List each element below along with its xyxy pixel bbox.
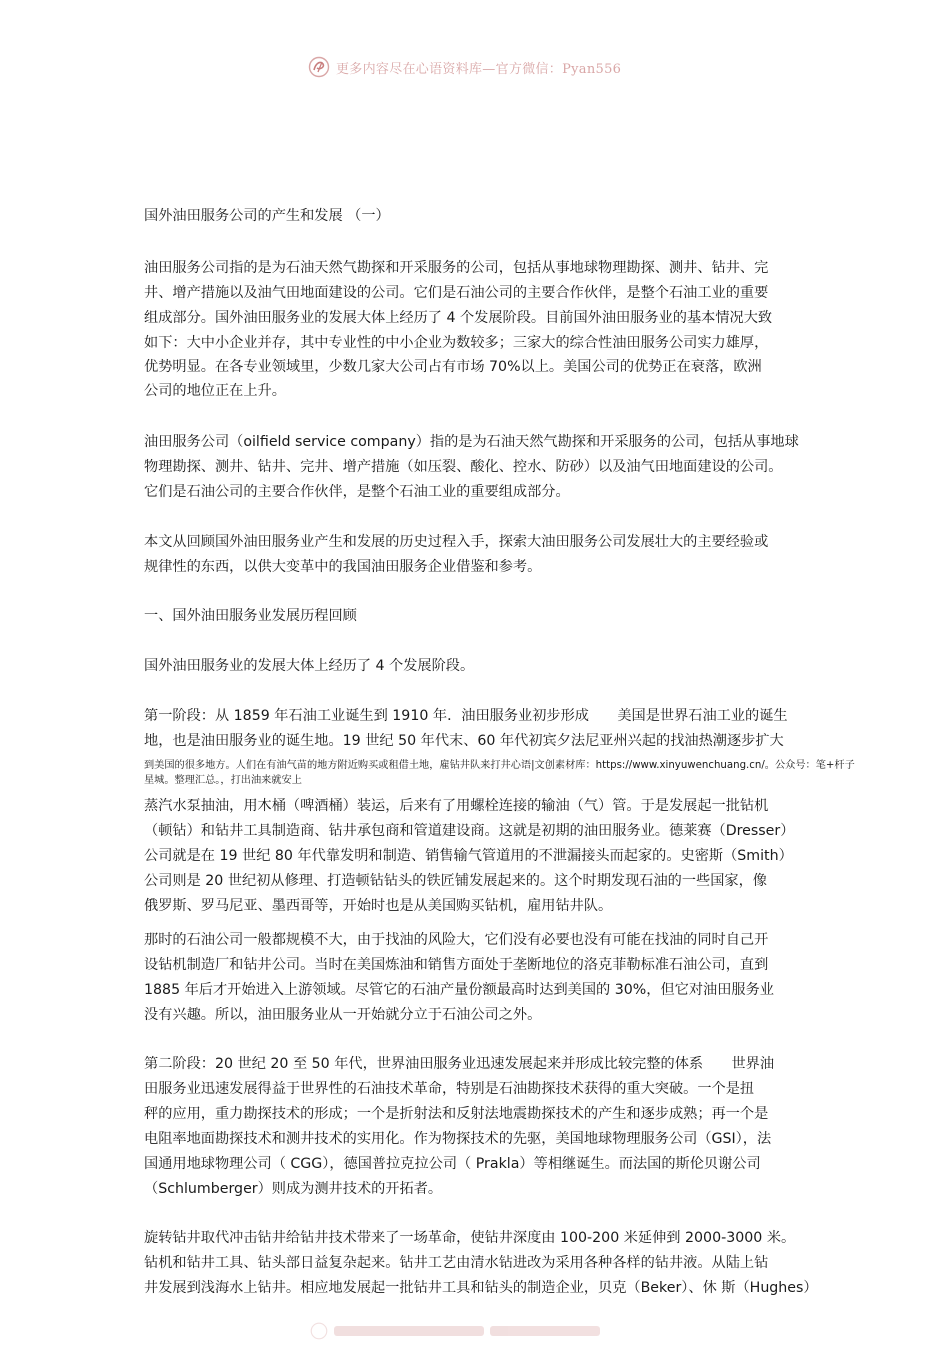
paragraph-line: 油田服务公司指的是为石油天然气勘探和开采服务的公司，包括从事地球物理勘探、测井、钻井、完: [144, 260, 769, 276]
faded-text-bar: [490, 1326, 600, 1336]
paragraph-line: （顿钻）和钻井工具制造商、钻井承包商和管道建设商。这就是初期的油田服务业。德莱赛（Dresser）: [144, 823, 795, 839]
paragraph-line: 如下：大中小企业并存，其中专业性的中小企业为数较多；三家大的综合性油田服务公司实力雄厚，: [144, 335, 769, 351]
paragraph-line: 1885 年后才开始进入上游领域。尽管它的石油产量份额最高时达到美国的 30%，但它对油田服务业: [144, 982, 774, 998]
faded-watermark-footer: [310, 1320, 640, 1342]
paragraph-line: 公司则是 20 世纪初从修理、打造顿钻钻头的铁匠铺发展起来的。这个时期发现石油的一些国家，像: [144, 873, 767, 889]
paragraph-line: 公司的地位正在上升。: [144, 383, 286, 399]
paragraph-line: 秤的应用，重力勘探技术的形成；一个是折射法和反射法地震勘探技术的产生和逐步成熟；再一个是: [144, 1106, 769, 1122]
paragraph-line: 组成部分。国外油田服务业的发展大体上经历了 4 个发展阶段。目前国外油田服务业的基本情况大致: [144, 310, 773, 326]
paragraph-line: 地，也是油田服务业的诞生地。19 世纪 50 年代末、60 年代初宾夕法尼亚州兴起的找油热潮逐步扩大: [144, 733, 784, 749]
paragraph-line: 井发展到浅海水上钻井。相应地发展起一批钻井工具和钻头的制造企业，贝克（Beker）、休 斯（Hughes）: [144, 1280, 818, 1296]
paragraph-line: 那时的石油公司一般都规模不大，由于找油的风险大，它们没有必要也没有可能在找油的同时自己开: [144, 932, 769, 948]
paragraph-line: 油田服务公司（oilfield service company）指的是为石油天然气勘探和开采服务的公司，包括从事地球: [144, 434, 799, 450]
paragraph-line: 设钻机制造厂和钻井公司。当时在美国炼油和销售方面处于垄断地位的洛克菲勒标准石油公司，直到: [144, 957, 769, 973]
faded-text-bar: [334, 1326, 484, 1336]
document-title: 国外油田服务公司的产生和发展 （一）: [144, 208, 390, 224]
watermark-text: 更多内容尽在心语资料库—官方微信：Pyan556: [336, 61, 622, 77]
paragraph-line: 优势明显。在各专业领域里，少数几家大公司占有市场 70%以上。美国公司的优势正在衰落，欧洲: [144, 359, 762, 375]
paragraph-line: 电阻率地面勘探技术和测井技术的实用化。作为物探技术的先驱，美国地球物理服务公司（GSI），法: [144, 1131, 772, 1147]
paragraph-line: 第二阶段：20 世纪 20 至 50 年代，世界油田服务业迅速发展起来并形成比较完整的体系 世界油: [144, 1056, 775, 1072]
paragraph-line: 国通用地球物理公司（ CGG），德国普拉克拉公司（ Prakla）等相继诞生。而法国的斯伦贝谢公司: [144, 1156, 761, 1172]
faded-logo-icon: [310, 1322, 328, 1340]
paragraph-line: 第一阶段：从 1859 年石油工业诞生到 1910 年．油田服务业初步形成 美国是世界石油工业的诞生: [144, 708, 788, 724]
paragraph-line: 物理勘探、测井、钻井、完井、增产措施（如压裂、酸化、控水、防砂）以及油气田地面建设的公司。: [144, 459, 783, 475]
paragraph-line: 蒸汽水泵抽油，用木桶（啤酒桶）装运，后来有了用螺栓连接的输油（气）管。于是发展起一批钻机: [144, 798, 769, 814]
paragraph-line: 规律性的东西，以供大变革中的我国油田服务企业借鉴和参考。: [144, 559, 542, 575]
paragraph-line: 公司就是在 19 世纪 80 年代靠发明和制造、销售输气管道用的不泄漏接头而起家的。史密斯（Smith）: [144, 848, 793, 864]
paragraph-line: 没有兴趣。所以，油田服务业从一开始就分立于石油公司之外。: [144, 1007, 542, 1023]
paragraph-line: 俄罗斯、罗马尼亚、墨西哥等，开始时也是从美国购买钻机，雇用钻井队。: [144, 898, 613, 914]
paragraph-line: 井、增产措施以及油气田地面建设的公司。它们是石油公司的主要合作伙伴，是整个石油工业的重要: [144, 285, 769, 301]
paragraph-line: 国外油田服务业的发展大体上经历了 4 个发展阶段。: [144, 658, 475, 674]
paragraph-line: 本文从回顾国外油田服务业产生和发展的历史过程入手，探索大油田服务公司发展壮大的主要经验或: [144, 534, 769, 550]
section-heading: 一、国外油田服务业发展历程回顾: [144, 608, 357, 624]
paragraph-line: 它们是石油公司的主要合作伙伴，是整个石油工业的重要组成部分。: [144, 484, 570, 500]
paragraph-line-small: 星城。整理汇总。，打出油来就安上: [144, 775, 302, 786]
paragraph-line: 钻机和钻井工具、钻头部日益复杂起来。钻井工艺由清水钻进改为采用各种各样的钻井液。从陆上钻: [144, 1255, 769, 1271]
paragraph-line: （Schlumberger）则成为测井技术的开拓者。: [144, 1181, 443, 1197]
paragraph-line-small: 到美国的很多地方。人们在有油气苗的地方附近购买或租借土地，雇钻井队来打井心语|文创素材库：https://www.xinyuwenchuang.cn/。公众号：笔+杆子: [144, 760, 855, 771]
paragraph-line: 旋转钻井取代冲击钻井给钻井技术带来了一场革命，使钻井深度由 100-200 米延伸到 2000-3000 米。: [144, 1230, 796, 1246]
paragraph-line: 田服务业迅速发展得益于世界性的石油技术革命，特别是石油勘探技术获得的重大突破。一个是扭: [144, 1081, 755, 1097]
